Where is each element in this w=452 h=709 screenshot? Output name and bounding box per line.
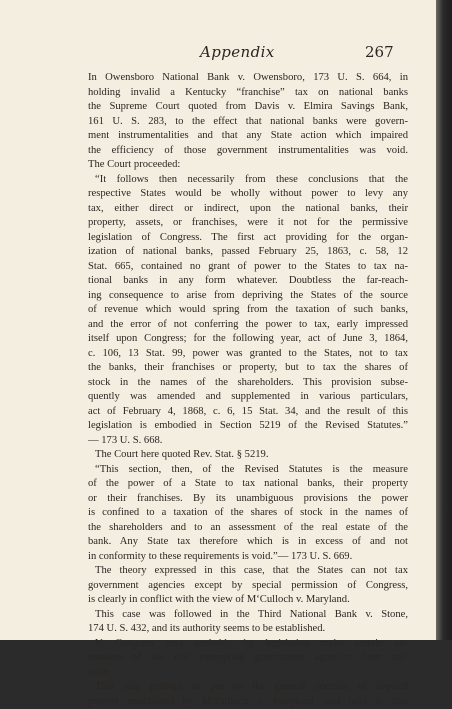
text-line: 174 U. S. 432, and its authority seems to be established. xyxy=(88,622,408,637)
text-line: tional banks in any form whatever. Doubtless the far-reach- xyxy=(88,274,408,289)
text-line: The theory expressed in this case, that the States can not tax xyxy=(88,564,408,579)
text-line: This may perhaps be put on the general doctrine of implied xyxy=(88,680,408,695)
text-line: ation. xyxy=(88,666,408,681)
text-line: and the error of not conferring the power to tax, early impressed xyxy=(88,318,408,333)
text-line: tensions of the rule exempting government agencies from tax- xyxy=(88,651,408,666)
text-line: act of February 4, 1868, c. 6, 15 Stat. 34, and the result of this xyxy=(88,405,408,420)
text-line: of revenue which would spring from the taxation of such banks, xyxy=(88,303,408,318)
text-line: stock in the names of the shareholders. This provision subse- xyxy=(88,376,408,391)
running-title: Appendix xyxy=(200,43,275,61)
text-line: or their franchises. By its unambiguous provisions the power xyxy=(88,492,408,507)
text-line: property, assets, or franchises, were it not for the permissive xyxy=(88,216,408,231)
text-line: holding invalid a Kentucky “franchise” tax on national banks xyxy=(88,86,408,101)
text-line: tax, either direct or indirect, upon the national banks, their xyxy=(88,202,408,217)
text-line: Stat. 665, contained no grant of power to the States to tax na- xyxy=(88,260,408,275)
text-line: “It follows then necessarily from these conclusions that the xyxy=(88,173,408,188)
running-head xyxy=(0,43,436,63)
text-line: the banks, their franchises or property, but to tax the shares of xyxy=(88,361,408,376)
text-line: The Court here quoted Rev. Stat. § 5219. xyxy=(88,448,408,463)
text-line: ization of national banks, passed February 25, 1863, c. 58, 12 xyxy=(88,245,408,260)
page-number: 267 xyxy=(365,43,394,61)
text-line: In Owensboro National Bank v. Owensboro, 173 U. S. 664, in xyxy=(88,71,408,86)
text-line: legislation of Congress. The first act providing for the organ- xyxy=(88,231,408,246)
text-line: The Court proceeded: xyxy=(88,158,408,173)
text-line: V. Congress may probably by legislation make certain ex- xyxy=(88,637,408,652)
text-line: quently was amended and supplemented in various particulars, xyxy=(88,390,408,405)
text-line: This case was followed in the Third National Bank v. Stone, xyxy=(88,608,408,623)
text-line: is confined to a taxation of the shares of stock in the names of xyxy=(88,506,408,521)
text-line: ment instrumentalities and that any State action which impaired xyxy=(88,129,408,144)
text-line: respective States would be wholly without power to levy any xyxy=(88,187,408,202)
text-line: in conformity to these requirements is void.”— 173 U. S. 669. xyxy=(88,550,408,565)
body-text xyxy=(88,71,408,709)
text-line: “This section, then, of the Revised Statutes is the measure xyxy=(88,463,408,478)
text-line: itself upon Congress; for the following year, act of June 3, 1864, xyxy=(88,332,408,347)
text-line: the Supreme Court quoted from Davis v. Elmira Savings Bank, xyxy=(88,100,408,115)
text-line: — 173 U. S. 668. xyxy=(88,434,408,449)
text-line: legislation is embodied in Section 5219 of the Revised Statutes.” xyxy=(88,419,408,434)
text-line: bank. Any State tax therefore which is in excess of and not xyxy=(88,535,408,550)
text-line: of the power of a State to tax national banks, their property xyxy=(88,477,408,492)
text-line: 161 U. S. 283, to the effect that national banks were govern- xyxy=(88,115,408,130)
text-line: c. 106, 13 Stat. 99, power was granted to the States, not to tax xyxy=(88,347,408,362)
page-edge-shadow xyxy=(436,0,452,640)
text-line: the efficiency of those government instrumentalities was void. xyxy=(88,144,408,159)
text-line: the shareholders and to an assessment of the real estate of the xyxy=(88,521,408,536)
text-line: is clearly in conflict with the view of M‘Culloch v. Maryland. xyxy=(88,593,408,608)
text-line: ing consequence to arise from depriving the States of the source xyxy=(88,289,408,304)
text-line: government agencies except by special permission of Congress, xyxy=(88,579,408,594)
text-line: powers established by M‘Culloch v. Maryland, and held in that xyxy=(88,695,408,709)
